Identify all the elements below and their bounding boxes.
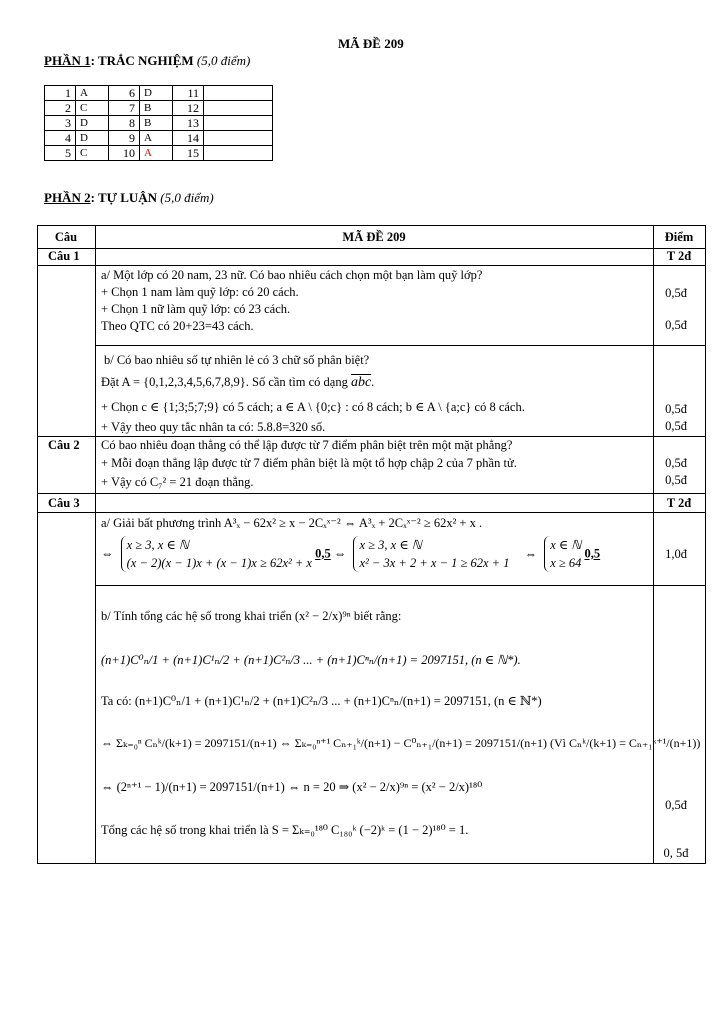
q3a-mark-2: 0,5 [584,546,601,561]
q1a-points-1: 0,5đ [665,286,687,300]
q3a-sys2-l1: x ≥ 3, x ∈ ℕ [359,538,422,552]
answer-letter: D [76,116,109,131]
q3a-sys1-l1: x ≥ 3, x ∈ ℕ [126,538,189,552]
part2-title: : TỰ LUẬN [90,190,158,205]
question-number: 3 [45,116,76,131]
answer-letter: C [76,146,109,161]
q3a-system-3 [544,536,581,572]
answer-empty [204,101,273,116]
q3-total: T 2đ [666,496,692,510]
q3b-line-4: ⇔ Σₖ₌₀ⁿ Cₙᵏ/(k+1) = 2097151/(n+1) ⇔ Σₖ₌₀ⁿ⁺¹ Cₙ₊₁ᵏ/(n+1) − C⁰ₙ₊₁/(n+1) = 2097151/(n+1) (Vì Cₙᵏ/(k+1) = Cₙ₊₁ᵏ⁺¹/(n+1)) [101,736,701,750]
q1a-line-1: a/ Một lớp có 20 nam, 23 nữ. Có bao nhiêu cách chọn một bạn làm quỹ lớp? [101,268,483,282]
q3a-system-2 [353,536,509,572]
part2-heading [44,190,214,206]
part1-points: (5,0 điểm) [196,53,251,68]
q2-points-1: 0,5đ [665,456,687,470]
answer-letter: C [76,101,109,116]
q3-label: Câu 3 [48,496,80,510]
q3a-sys3-l1: x ∈ ℕ [550,538,582,552]
answer-letter: B [140,101,173,116]
answer-row [45,101,273,116]
question-number: 8 [109,116,140,131]
col-points: Điểm [664,230,694,244]
question-number: 4 [45,131,76,146]
part1-title: : TRẮC NGHIỆM [90,53,194,68]
q1-total: T 2đ [666,249,692,263]
q2-label: Câu 2 [48,438,80,452]
question-number: 2 [45,101,76,116]
answer-letter: A [76,86,109,101]
q3a-line-1: a/ Giải bất phương trình A³ₓ − 62x² ≥ x − 2Cₓˣ⁻² ⇔ A³ₓ + 2Cₓˣ⁻² ≥ 62x² + x . [101,516,483,530]
question-number: 1 [45,86,76,101]
q1b-abc: $\overline{abc}$ [350,375,372,390]
q1a-line-3: + Chọn 1 nữ làm quỹ lớp: có 23 cách. [101,302,291,316]
question-number: 9 [109,131,140,146]
q3a-sys3-l2: x ≥ 64 [550,556,582,570]
q3b-points-1: 0,5đ [665,798,687,812]
answer-letter: A [140,131,173,146]
q3a-system-1 [121,536,312,572]
q1a-points-2: 0,5đ [665,318,687,332]
question-number: 11 [173,86,204,101]
q3a-systems: ⇔ x ≥ 3, x ∈ ℕ (x − 2)(x − 1)x + (x − 1)x ≥ 62x² + x 0,5 ⇔ x ≥ 3, x ∈ ℕ x² − 3x + 2 + x − 1 ≥ 62x + 1 ⇔ x ∈ ℕ x ≥ 64 0,5 [101,538,601,570]
q2-line-3: + Vậy có C₇² = 21 đoạn thẳng. [101,475,254,489]
question-number: 6 [109,86,140,101]
q1b-line-2: Đặt A = {0,1,2,3,4,5,6,7,8,9}. Số cần tìm có dạng $\overline{abc}$. [101,375,375,390]
answer-row [45,116,273,131]
q3b-line-6: Tổng các hệ số trong khai triển là S = Σₖ₌₀¹⁸⁰ C₁₈₀ᵏ (−2)ᵏ = (1 − 2)¹⁸⁰ = 1. [101,823,469,837]
q2-line-2: + Mỗi đoạn thẳng lập được từ 7 điểm phân biệt là một tổ hợp chập 2 của 7 phần tử. [101,456,517,470]
q3b-line-2: (n+1)C⁰ₙ/1 + (n+1)C¹ₙ/2 + (n+1)C²ₙ/3 ... + (n+1)Cⁿₙ/(n+1) = 2097151, (n ∈ ℕ*). [101,653,521,667]
question-number: 13 [173,116,204,131]
question-number: 12 [173,101,204,116]
question-number: 7 [109,101,140,116]
answer-row [45,146,273,161]
q3b-points-2: 0, 5đ [663,846,689,860]
exam-code-title: MÃ ĐỀ 209 [338,36,404,51]
col-question: Câu [54,230,78,244]
q3a-mark-1: 0,5 [315,546,331,561]
answer-letter: B [140,116,173,131]
q1b-points-2: 0,5đ [665,419,687,433]
q2-points-2: 0,5đ [665,473,687,487]
q1b-set-A: Đặt A = {0,1,2,3,4,5,6,7,8,9} [101,375,246,389]
part1-heading [44,53,250,69]
q2-line-1: Có bao nhiêu đoạn thẳng có thể lập được từ 7 điểm phân biệt trên một mặt phẳng? [101,438,513,452]
part2-label: PHẦN 2 [44,190,91,205]
question-number: 10 [109,146,140,161]
q1b-form-text: . Số cần tìm có dạng [245,375,351,389]
answer-empty [204,146,273,161]
answer-empty [204,116,273,131]
answer-row [45,86,273,101]
answer-row [45,131,273,146]
q3b-line-5: ⇔ (2ⁿ⁺¹ − 1)/(n+1) = 2097151/(n+1) ⇔ n = 20 ⇒ (x² − 2/x)⁹ⁿ = (x² − 2/x)¹⁸⁰ [101,780,483,794]
q1b-line-4: + Vậy theo quy tắc nhân ta có: 5.8.8=320 số. [101,420,326,434]
part1-label: PHẦN 1 [44,53,91,68]
q3b-line-1: b/ Tính tổng các hệ số trong khai triển (x² − 2/x)⁹ⁿ biết rằng: [101,609,402,623]
answer-letter: D [76,131,109,146]
answer-letter: A [140,146,173,161]
q1b-line-3: + Chọn c ∈ {1;3;5;7;9} có 5 cách; a ∈ A \ {0;c} : có 8 cách; b ∈ A \ {a;c} có 8 cách. [101,400,525,414]
q3a-points: 1,0đ [665,547,687,561]
answer-grid [44,85,273,161]
q1b-points-1: 0,5đ [665,402,687,416]
question-number: 15 [173,146,204,161]
q1a-line-4: Theo QTC có 20+23=43 cách. [101,319,254,333]
q3a-sys2-l2: x² − 3x + 2 + x − 1 ≥ 62x + 1 [359,556,510,570]
question-number: 5 [45,146,76,161]
q3a-sys1-l2: (x − 2)(x − 1)x + (x − 1)x ≥ 62x² + x [126,556,312,570]
q3b-line-3: Ta có: (n+1)C⁰ₙ/1 + (n+1)C¹ₙ/2 + (n+1)C²ₙ/3 ... + (n+1)Cⁿₙ/(n+1) = 2097151, (n ∈ ℕ*) [101,694,542,708]
answer-empty [204,131,273,146]
answer-letter: D [140,86,173,101]
col-code: MÃ ĐỀ 209 [342,230,406,244]
part2-points: (5,0 điểm) [160,190,214,205]
q1-label: Câu 1 [48,249,80,263]
question-number: 14 [173,131,204,146]
q1b-line-1: b/ Có bao nhiêu số tự nhiên lẻ có 3 chữ số phân biệt? [104,353,370,367]
answer-empty [204,86,273,101]
q1a-line-2: + Chọn 1 nam làm quỹ lớp: có 20 cách. [101,285,299,299]
